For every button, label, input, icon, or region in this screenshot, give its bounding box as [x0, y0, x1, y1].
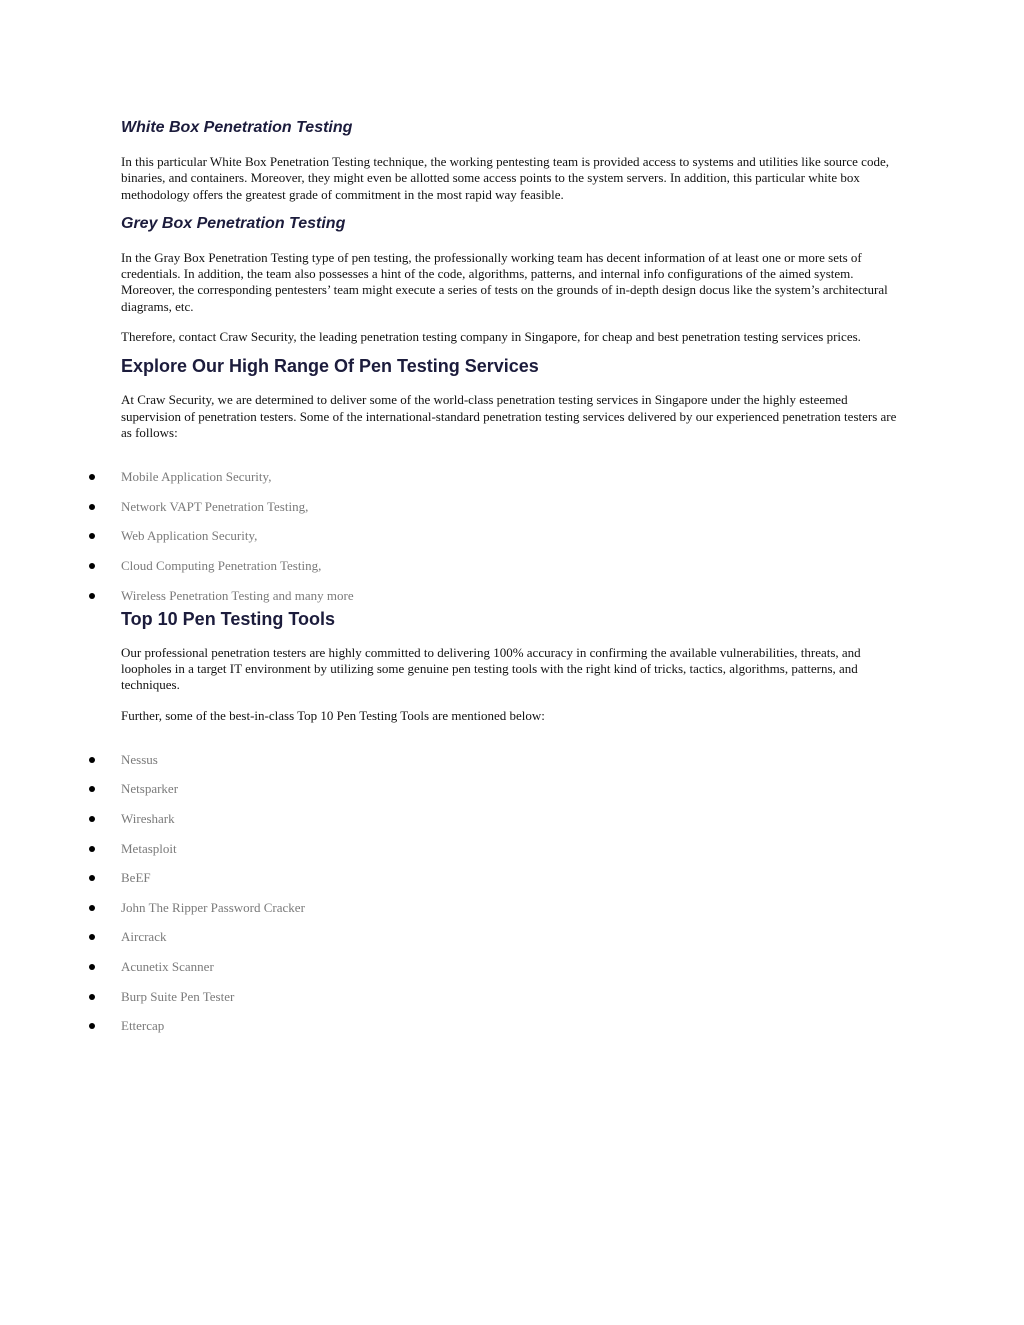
list-item: Cloud Computing Penetration Testing, [0, 558, 906, 588]
tools-heading: Top 10 Pen Testing Tools [121, 608, 336, 629]
white-box-paragraph: In this particular White Box Penetration Testing technique, the working pentesting team is provided access to systems and utilities like source code, binaries, and containers. Moreover, they might even be allotted some access points to the system servers. In addition, this particular white box methodology offers the greatest grade of commitment in the most rapid way feasible. [121, 154, 889, 202]
list-item: Wireshark [0, 811, 906, 841]
bullet-icon [89, 474, 95, 480]
list-item: BeEF [0, 870, 906, 900]
tools-intro: Further, some of the best-in-class Top 10 Pen Testing Tools are mentioned below: [121, 707, 545, 723]
bullet-icon [89, 934, 95, 940]
list-item: Netsparker [0, 781, 906, 811]
services-heading: Explore Our High Range Of Pen Testing Services [121, 356, 539, 377]
list-item: Nessus [0, 752, 906, 782]
list-item: Network VAPT Penetration Testing, [0, 499, 906, 529]
bullet-icon [89, 504, 95, 510]
contact-paragraph: Therefore, contact Craw Security, the leading penetration testing company in Singapore, for cheap and best penetration testing services prices. [121, 329, 861, 345]
list-item: Metasploit [0, 841, 906, 871]
bullet-icon [89, 563, 95, 569]
bullet-icon [89, 593, 95, 599]
bullet-icon [89, 1023, 95, 1029]
list-item: Acunetix Scanner [0, 959, 906, 989]
tools-list [0, 752, 906, 1048]
list-item: Mobile Application Security, [0, 469, 906, 499]
bullet-icon [89, 846, 95, 852]
list-item: Wireless Penetration Testing and many more [0, 588, 906, 608]
white-box-heading: White Box Penetration Testing [121, 119, 353, 136]
bullet-icon [89, 786, 95, 792]
bullet-icon [89, 994, 95, 1000]
list-item: Burp Suite Pen Tester [0, 989, 906, 1019]
bullet-icon [89, 533, 95, 539]
services-paragraph: At Craw Security, we are determined to deliver some of the world-class penetration testing services in Singapore under the highly esteemed supervision of penetration testers. Some of the international-standard penetration testing services delivered by our experienced penetration testers are as follows: [121, 392, 897, 440]
list-item: Aircrack [0, 929, 906, 959]
bullet-icon [89, 964, 95, 970]
list-item: Ettercap [0, 1018, 906, 1048]
bullet-icon [89, 875, 95, 881]
grey-box-heading: Grey Box Penetration Testing [121, 214, 346, 232]
list-item: John The Ripper Password Cracker [0, 900, 906, 930]
document-content [121, 118, 906, 1048]
bullet-icon [89, 816, 95, 822]
list-item: Web Application Security, [0, 528, 906, 558]
grey-box-paragraph: In the Gray Box Penetration Testing type of pen testing, the professionally working team has decent information of at least one or more sets of credentials. In addition, the team also possesses a hint of the code, algorithms, patterns, and internal info configurations of the aimed system. Moreover, the corresponding pentesters’ team might execute a series of tests on the grounds of in-depth design docus like the system’s architectural diagrams, etc. [121, 249, 888, 314]
tools-paragraph: Our professional penetration testers are highly committed to delivering 100% accuracy in confirming the available vulnerabilities, threats, and loopholes in a target IT environment by utilizing some genuine pen testing tools with the right kind of tricks, tactics, algorithms, patterns, and techniques. [121, 644, 861, 693]
bullet-icon [89, 757, 95, 763]
services-list [0, 469, 906, 607]
bullet-icon [89, 905, 95, 911]
